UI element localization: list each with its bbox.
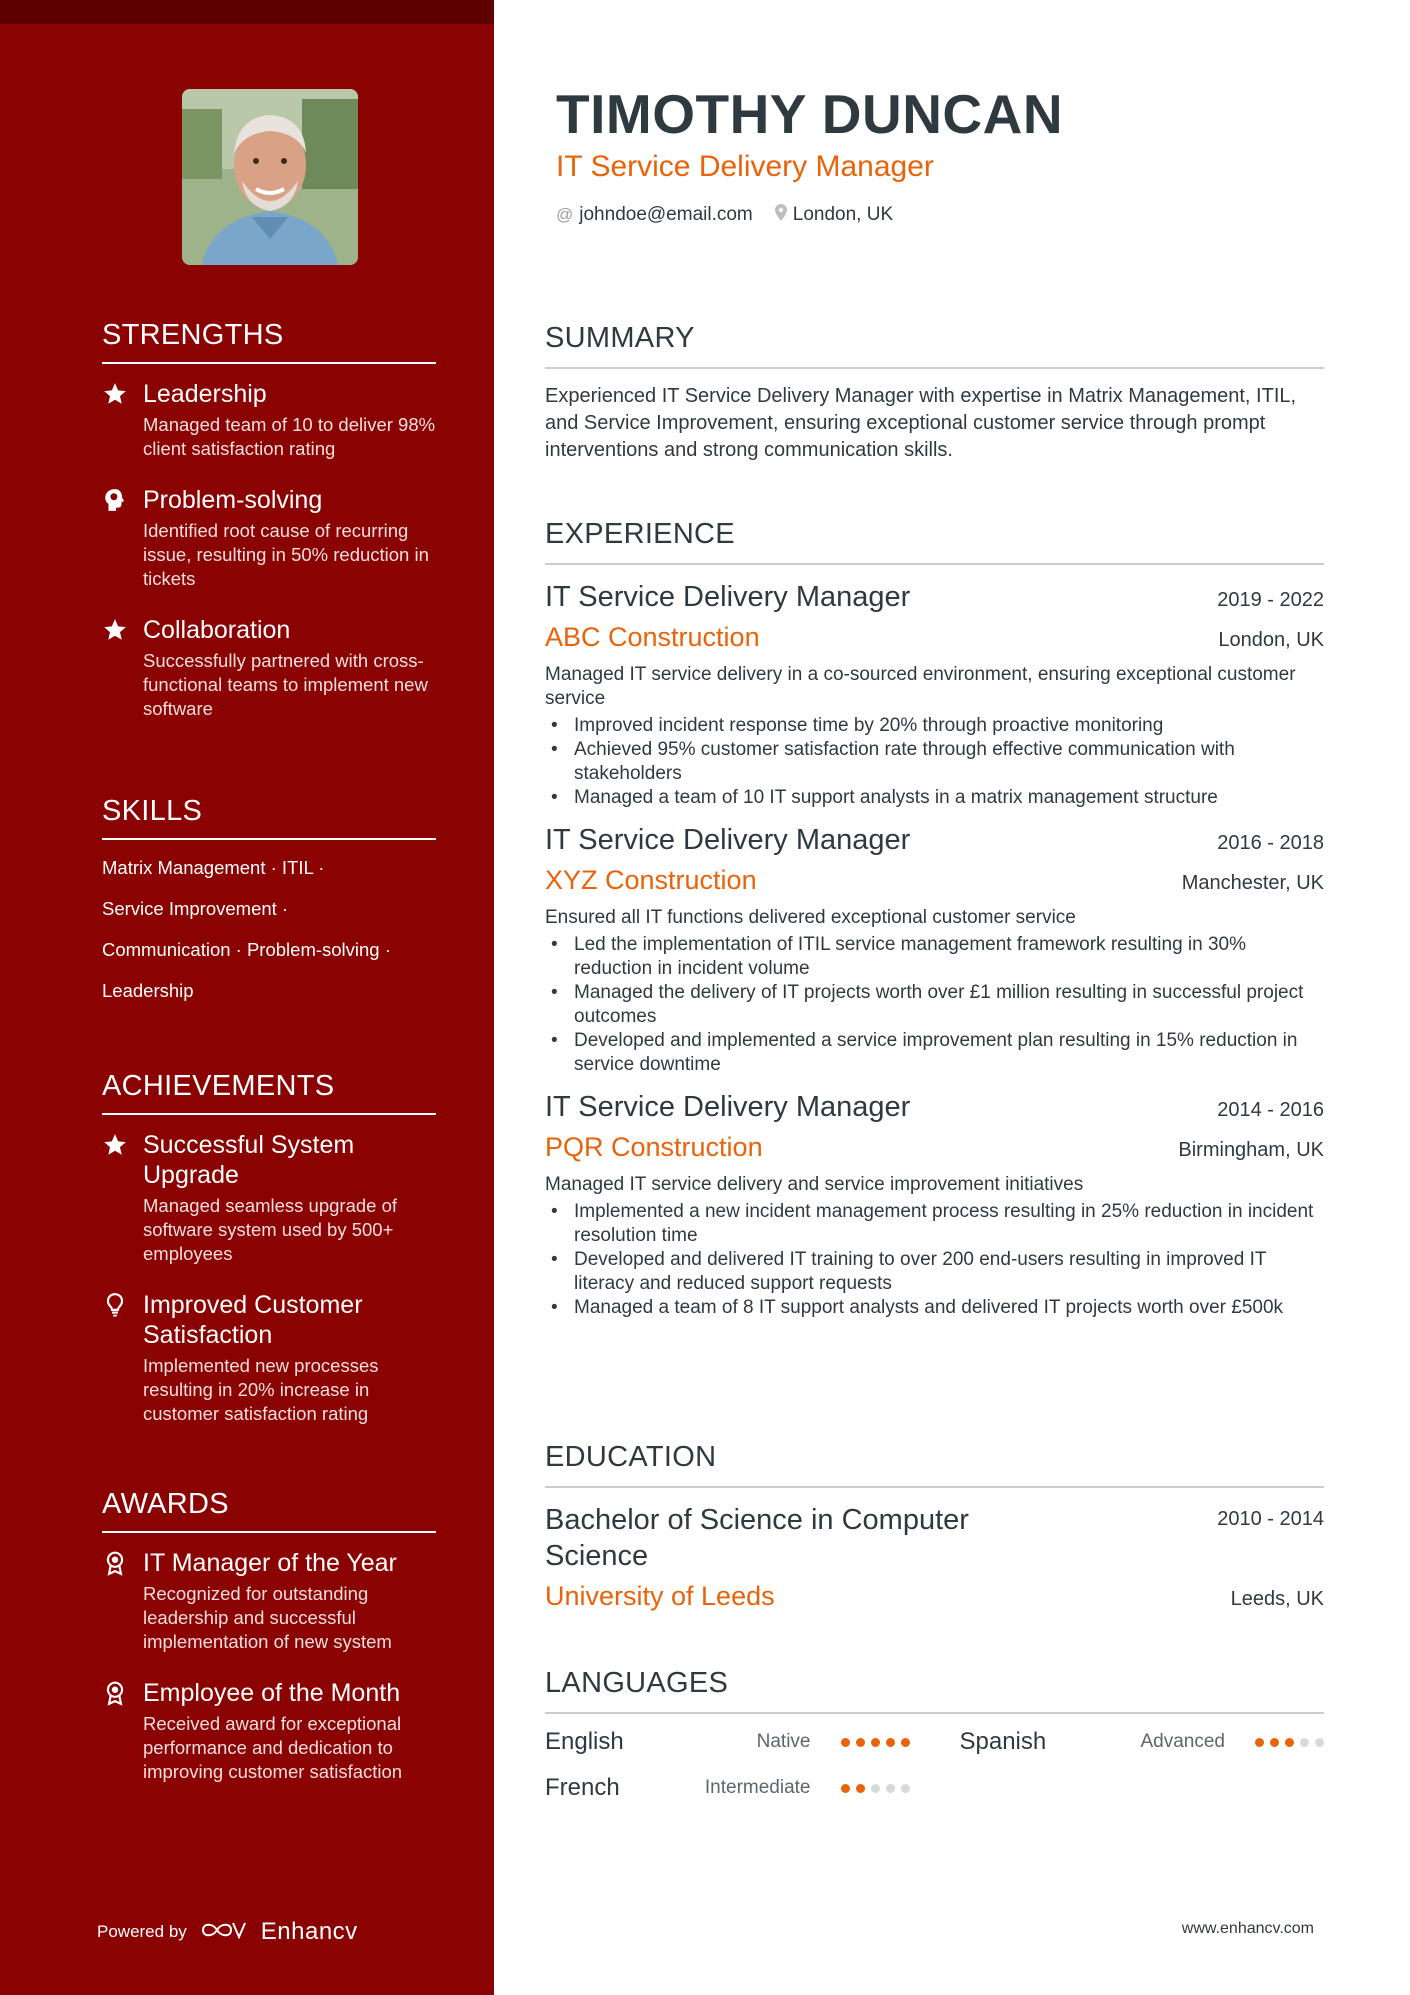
job-title: IT Service Delivery Manager — [545, 581, 911, 613]
bullet-item: • Managed a team of 8 IT support analysts and delivered IT projects worth over £500k — [545, 1296, 1324, 1320]
experience-title: EXPERIENCE — [545, 518, 1324, 565]
profile-photo — [182, 89, 358, 265]
company-name: PQR Construction — [545, 1132, 763, 1162]
bullet-item: • Improved incident response time by 20% through proactive monitoring — [545, 714, 1324, 738]
skills-line: Communication · Problem-solving · — [102, 939, 391, 960]
skills-section — [102, 795, 436, 1003]
language-rating — [841, 1738, 910, 1747]
language-level: Intermediate — [704, 1777, 811, 1798]
strength-title: Leadership — [143, 380, 267, 408]
bullet-item: • Led the implementation of ITIL service management framework resulting in 30% reduction in incident volume — [545, 933, 1324, 981]
job-description: Ensured all IT functions delivered exceptional customer service — [545, 907, 1076, 928]
job-bullets — [545, 1200, 1324, 1320]
job-bullets — [545, 933, 1324, 1077]
rating-dot — [871, 1784, 880, 1793]
strength-item — [102, 485, 436, 591]
summary-section — [545, 322, 1324, 464]
bullet-item: • Developed and delivered IT training to over 200 end-users resulting in improved IT literacy and reduced support requests — [545, 1248, 1324, 1296]
location-text: London, UK — [792, 204, 894, 225]
sidebar — [0, 0, 494, 1995]
email-text: johndoe@email.com — [579, 204, 753, 225]
job-location: Birmingham, UK — [1178, 1139, 1324, 1161]
language-name: English — [545, 1728, 624, 1755]
rating-dot — [1285, 1738, 1294, 1747]
star-icon — [102, 1132, 130, 1160]
language-rating — [1255, 1738, 1324, 1747]
at-icon: @ — [556, 205, 574, 224]
language-item — [960, 1728, 1325, 1756]
job-description: Managed IT service delivery and service improvement initiatives — [545, 1174, 1084, 1195]
award-title: IT Manager of the Year — [143, 1549, 397, 1577]
job-description: Managed IT service delivery in a co-sourced environment, ensuring exceptional customer service — [545, 664, 1296, 709]
strengths-title: STRENGTHS — [102, 319, 436, 364]
bullet-item: • Achieved 95% customer satisfaction rate through effective communication with stakeholders — [545, 738, 1324, 786]
achievement-desc: Managed seamless upgrade of software system used by 500+ employees — [143, 1195, 398, 1264]
bullet-item: • Managed a team of 10 IT support analysts in a matrix management structure — [545, 786, 1324, 810]
strength-desc: Managed team of 10 to deliver 98% client satisfaction rating — [143, 414, 436, 459]
language-rating — [841, 1784, 910, 1793]
bullet-item: • Implemented a new incident management process resulting in 25% reduction in incident resolution time — [545, 1200, 1324, 1248]
award-desc: Received award for exceptional performance and dedication to improving customer satisfaction — [143, 1713, 403, 1782]
enhancv-brand: Enhancv — [260, 1918, 358, 1945]
strength-item — [102, 615, 436, 721]
education-location: Leeds, UK — [1230, 1588, 1324, 1610]
rating-dot — [871, 1738, 880, 1747]
skills-line: Service Improvement · — [102, 898, 289, 919]
strength-desc: Successfully partnered with cross-functional teams to implement new software — [143, 650, 428, 719]
sidebar-top-bar — [0, 0, 494, 24]
candidate-role: IT Service Delivery Manager — [556, 150, 934, 183]
rating-dot — [886, 1738, 895, 1747]
contact-email[interactable] — [556, 204, 753, 226]
powered-by — [97, 1918, 358, 1946]
brain-icon — [102, 487, 130, 515]
contact-location — [775, 204, 893, 226]
award-title: Employee of the Month — [143, 1679, 401, 1707]
enhancv-logo-icon — [201, 1919, 247, 1946]
job-location: London, UK — [1218, 629, 1324, 651]
job-entry — [545, 1089, 1324, 1320]
language-level: Advanced — [1140, 1731, 1225, 1752]
award-desc: Recognized for outstanding leadership and successful implementation of new system — [143, 1583, 392, 1652]
company-name: XYZ Construction — [545, 865, 757, 895]
education-dates: 2010 - 2014 — [1217, 1508, 1324, 1530]
achievement-title: Improved Customer Satisfaction — [143, 1291, 363, 1349]
language-name: Spanish — [959, 1728, 1047, 1755]
rating-dot — [841, 1784, 850, 1793]
education-section — [545, 1441, 1324, 1614]
rating-dot — [841, 1738, 850, 1747]
language-name: French — [545, 1774, 620, 1801]
achievements-title: ACHIEVEMENTS — [102, 1070, 436, 1115]
skills-line: Leadership — [102, 980, 194, 1001]
star-icon — [102, 617, 130, 645]
rating-dot — [1315, 1738, 1324, 1747]
bullet-item: • Managed the delivery of IT projects worth over £1 million resulting in successful project outcomes — [545, 981, 1324, 1029]
powered-by-label: Powered by — [97, 1922, 187, 1941]
summary-text: Experienced IT Service Delivery Manager with expertise in Matrix Management, ITIL, and Service Improvement, ensuring exceptional customer service through prompt interventions and strong communication skills. — [545, 385, 1297, 461]
languages-title: LANGUAGES — [545, 1667, 1324, 1714]
rating-dot — [1270, 1738, 1279, 1747]
degree-title: Bachelor of Science in Computer Science — [545, 1504, 969, 1572]
achievement-item — [102, 1290, 436, 1426]
award-icon — [102, 1680, 130, 1708]
education-entry — [545, 1502, 1324, 1614]
rating-dot — [1255, 1738, 1264, 1747]
contact-info — [556, 204, 893, 226]
award-item — [102, 1678, 436, 1784]
strength-desc: Identified root cause of recurring issue, resulting in 50% reduction in tickets — [143, 520, 429, 589]
rating-dot — [886, 1784, 895, 1793]
job-location: Manchester, UK — [1181, 872, 1324, 894]
location-pin-icon — [775, 204, 787, 226]
strength-title: Problem-solving — [143, 486, 323, 514]
rating-dot — [1300, 1738, 1309, 1747]
lightbulb-icon — [102, 1292, 130, 1320]
language-item — [545, 1774, 910, 1802]
languages-grid — [545, 1728, 1324, 1802]
education-title: EDUCATION — [545, 1441, 1324, 1488]
candidate-name: TIMOTHY DUNCAN — [556, 83, 1064, 145]
job-dates: 2014 - 2016 — [1217, 1099, 1324, 1121]
star-icon — [102, 381, 130, 409]
summary-title: SUMMARY — [545, 322, 1324, 369]
achievements-section — [102, 1070, 436, 1426]
language-level: Native — [756, 1731, 811, 1752]
company-name: ABC Construction — [545, 622, 760, 652]
job-dates: 2019 - 2022 — [1217, 589, 1324, 611]
achievement-title: Successful System Upgrade — [143, 1131, 355, 1189]
awards-title: AWARDS — [102, 1488, 436, 1533]
awards-section — [102, 1488, 436, 1784]
rating-dot — [856, 1784, 865, 1793]
bullet-item: • Developed and implemented a service improvement plan resulting in 15% reduction in service downtime — [545, 1029, 1324, 1077]
award-icon — [102, 1550, 130, 1578]
footer-url[interactable]: www.enhancv.com — [1181, 1920, 1314, 1937]
school-name: University of Leeds — [545, 1581, 775, 1611]
achievement-item — [102, 1130, 436, 1266]
languages-section — [545, 1667, 1324, 1802]
job-dates: 2016 - 2018 — [1217, 832, 1324, 854]
rating-dot — [901, 1784, 910, 1793]
job-entry — [545, 579, 1324, 810]
job-title: IT Service Delivery Manager — [545, 824, 911, 856]
rating-dot — [856, 1738, 865, 1747]
experience-section — [545, 518, 1324, 1320]
rating-dot — [901, 1738, 910, 1747]
job-entry — [545, 822, 1324, 1077]
achievement-desc: Implemented new processes resulting in 20% increase in customer satisfaction rating — [143, 1355, 379, 1424]
strength-item — [102, 379, 436, 461]
language-item — [545, 1728, 910, 1756]
job-title: IT Service Delivery Manager — [545, 1091, 911, 1123]
strength-title: Collaboration — [143, 616, 291, 644]
strengths-section — [102, 319, 436, 721]
award-item — [102, 1548, 436, 1654]
skills-title: SKILLS — [102, 795, 436, 840]
skills-line: Matrix Management · ITIL · — [102, 857, 325, 878]
job-bullets — [545, 714, 1324, 810]
